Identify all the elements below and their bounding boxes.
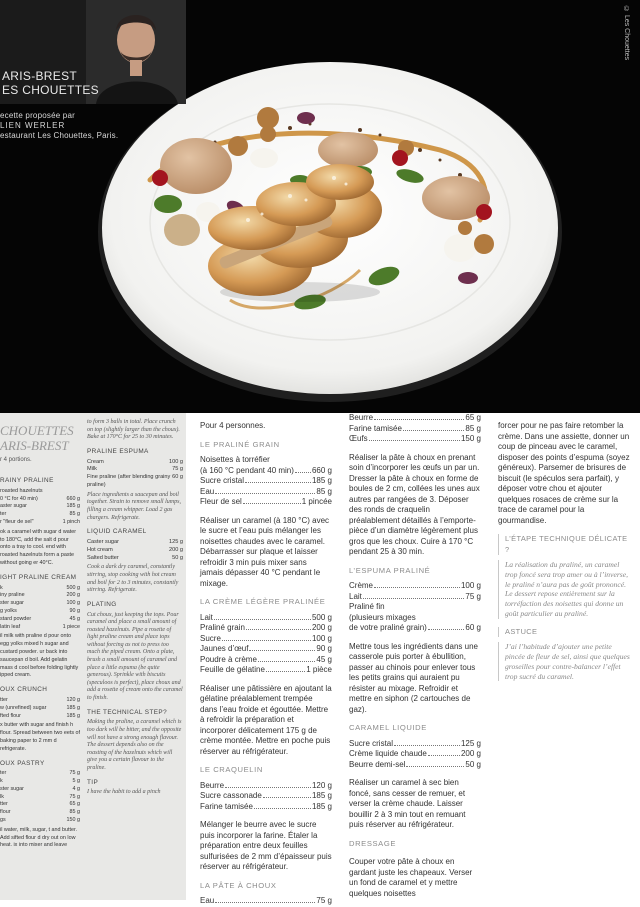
body-text: ok a caramel with sugar d water to 180°C, add the salt d pour onto a tray to cool. end with roasted hazelnuts form a paste without going er 40°C. [0,528,77,566]
ingredient-name: Œufs [349,434,368,443]
english-title-line-2: ARIS-BREST [0,438,69,453]
ingredient-quantity: 200 g [460,749,481,758]
dot-leader [225,787,311,788]
recipe-title-line-2: ES CHOUETTES [2,83,99,97]
ingredient-quantity: 60 g [465,623,481,632]
instruction-paragraph: Couper votre pâte à choux en gardant juste les chapeaux. Verser un fond de caramel et y mettre quelques noisettes [349,857,473,898]
instruction-paragraph: Pour 4 personnes. [200,421,266,430]
ingredient-quantity: 185 g [311,791,332,800]
ingredient-quantity: 125 g [169,538,183,545]
dot-leader [222,640,311,641]
dot-leader [245,482,311,483]
instruction-text: Cook a dark dry caramel, constantly stirring, stop cooking with hot cream and boil for 2 to 3 minutes, constantly stirring. Refrigerate. [87,564,179,594]
ingredient-row [200,802,332,813]
ingredient-name: Sucre cristal [349,738,394,748]
section-heading: L’ESPUMA PRALINÉ [349,565,431,575]
ingredient-quantity: 85 g [316,486,332,496]
section-heading: OUX CRUNCH [0,686,48,694]
ingredient-row [200,634,332,645]
dot-leader [428,755,460,756]
ingredient-quantity: 500 g [311,612,332,622]
section-heading: RAINY PRALINE [0,477,54,484]
ingredient-name: Poudre à crème [200,654,257,664]
ingredient-quantity: 200 g [66,592,80,599]
ingredient-quantity: 75 g [172,466,183,473]
dot-leader [254,808,311,809]
english-title-line-1: CHOUETTES [0,423,74,438]
ingredient-name: k [0,584,3,591]
restaurant-name: estaurant Les Chouettes, Paris. [0,131,119,140]
instruction-paragraph: Réaliser un caramel (à 180 °C) avec le sucre et l’eau puis mélanger les noisettes chaudes avec le caramel. Débarrasser sur plaque et laisser refroidir 3 min puis mixer sans jamais dépasser 40 °C pendant le mixage. [200,515,330,588]
ingredient-quantity: 120 g [311,780,332,790]
ingredient-name: de votre praliné grain) [349,623,427,632]
ingredient-name: r "fleur de sel" [0,518,34,525]
ingredient-name: flour [0,809,11,816]
ingredient-quantity: 75 g [316,896,332,905]
ingredient-name: gs [0,817,6,824]
dot-leader [394,745,460,746]
instruction-paragraph: Réaliser une pâtissière en ajoutant la gélatine préalablement trempée dans l’eau froide et égouttée. Mettre à refroidir la préparation et incorporer délicatement 175 g de crème montée. Mettre en poche puis réserver au réfrigérateur. [200,683,332,756]
ingredient-name: Caster sugar [87,538,120,545]
ingredient-row [200,791,332,802]
ingredient-row [200,781,332,792]
ingredient-name: fted flour [0,712,21,719]
ingredient-quantity: 185 g [66,503,80,510]
ingredient-quantity: 185 g [66,712,80,719]
ingredient-quantity: 60 g [172,474,183,481]
ingredient-row [0,608,80,616]
ingredient-name: tter [0,801,8,808]
body-text: x butter with sugar and finish h flour. Spread between two eets of baking paper to 2 mm d refrigerate. [0,722,81,752]
dot-leader [374,419,464,420]
english-column-a [0,471,80,853]
ingredient-row [200,476,332,487]
dot-leader [249,650,315,651]
section-heading: DRESSAGE [349,838,396,848]
english-recipe-panel [0,413,186,900]
instruction-paragraph: Mélanger le beurre avec le sucre puis incorporer la farine. Étaler la préparation entre deux feuilles sulfurisées de 2 mm d’épaisseur puis réserver au réfrigérateur. [200,820,332,871]
ingredient-name: Cream [87,458,104,465]
ingredient-name: Feuille de gélatine [200,665,265,674]
dish-photo [0,0,640,413]
ingredient-quantity: 45 g [69,615,80,622]
ingredient-row [200,896,332,907]
ingredient-name: Farine tamisée [349,423,402,433]
dot-leader [246,629,311,630]
ingredient-row [0,817,80,825]
ingredient-row [349,424,481,435]
english-portions: r 4 portions. [0,457,32,463]
ingredient-quantity: 185 g [66,704,80,711]
dot-leader [406,766,464,767]
sidebar-heading: ASTUCE [498,627,632,638]
english-column-b [87,417,183,800]
dot-leader [214,619,311,620]
dot-leader [374,587,460,588]
ingredient-name: Salted butter [87,554,119,561]
ingredient-quantity: 85 g [465,423,481,433]
ingredient-row [0,697,80,705]
section-heading: OUX PASTRY [0,759,45,767]
ingredient-name: ster sugar [0,785,24,792]
instruction-text: I have the habit to add a pinch [87,789,161,796]
ingredient-quantity: 660 g [66,495,80,502]
ingredient-quantity: 150 g [460,434,481,443]
ingredient-quantity: 75 g [69,793,80,800]
ingredient-name: ter [0,511,7,518]
ingredient-row [200,466,332,477]
section-heading: LE PRALINÉ GRAIN [200,439,280,449]
recipe-title-line-1: ARIS-BREST [2,69,78,83]
ingredient-quantity: 90 g [316,644,332,653]
ingredient-name: tter [0,696,8,703]
sidebar-text: J’ai l’habitude d’ajouter une petite pincée de fleur de sel, ainsi que quelques groseilles pour contre-balancer l’effet trop sucré du caramel. [498,642,632,681]
instruction-paragraph: Réaliser un caramel à sec bien foncé, sans cesser de remuer, et verser la crème chaude. Laisser bouillir 2 à 3 min tout en remuant puis réserver au réfrigérateur. [349,778,466,829]
ingredient-name: stard powder [0,615,32,622]
sidebar-heading: L’ÉTAPE TECHNIQUE DÉLICATE ? [498,534,632,555]
ingredient-name: latin leaf [0,623,21,630]
ingredient-quantity: 90 g [69,607,80,614]
french-column-2 [349,413,481,905]
ingredient-row [0,592,80,600]
ingredient-name: Lait [349,591,362,601]
instruction-text: Making the praline, a caramel which is too dark will be bitter, and the opposite will not have a strong enough flavour. The dessert depends also on the roasting of the hazelnuts which will give you a certain flavour to the praline. [87,719,182,771]
section-heading: IGHT PRALINE CREAM [0,573,77,581]
ingredient-name: k [0,778,3,785]
ingredient-quantity: 120 g [66,696,80,703]
ingredient-row [349,592,481,603]
section-heading: CARAMEL LIQUIDE [349,723,427,732]
section-heading: TIP [87,778,99,786]
instruction-text: Cut choux, just keeping the tops. Pour caramel and place a small amount of roasted hazelnuts. Pipe a rosette of light praline cream and place tops without forcing as not to press too much the piped cream. Onto a plate, brush a small amount of caramel and place a little espuma (be quite generous). Sprinkle with biscuits (speculoos is perfect), place choux and add a rosette of cream onto the caramel to finish. [87,611,183,702]
body-text: Noisettes à torréfier [200,455,270,464]
ingredient-row [349,749,481,760]
ingredient-row [349,434,481,445]
body-text: il water, milk, sugar, t and butter. Add sifted flour d dry out on low heat. ix into mixer and leave [0,826,78,849]
instruction-paragraph: Réaliser la pâte à choux en prenant soin d’incorporer les œufs un par un. Dresser la pâte à choux en forme de boules de 2 cm, collées les unes aux autres par rangées de 3. Déposer des ronds de craquelin préalablement détaillés à l’emporte-pièce d’un diamètre légèrement plus gros que les choux. Cuire à 170 °C pendant 25 à 30 min. [349,452,480,556]
plated-paris-brest-illustration [0,0,640,413]
dot-leader [263,797,311,798]
ingredient-row [87,539,183,547]
ingredient-quantity: 185 g [311,476,332,485]
ingredient-quantity: 660 g [311,465,332,475]
ingredient-name: Crème liquide chaude [349,749,427,758]
ingredient-row [87,459,183,467]
ingredient-row [0,705,80,713]
ingredient-quantity: 50 g [465,759,481,769]
section-heading: LE CRAQUELIN [200,765,263,774]
ingredient-name: Fine praline (after blending grainy praline) [87,474,171,488]
ingredient-name: Beurre [200,780,225,790]
ingredient-quantity: 500 g [66,584,80,591]
ingredient-row [0,519,80,527]
instruction-paragraph: Mettre tous les ingrédients dans une casserole puis porter à ébullition, passer au chinois pour enlever tous les petits grains qui auraient pu résister au mixage. Refroidir et mettre en siphon (2 cartouches de gaz). [349,641,478,714]
ingredient-quantity: 50 g [172,554,183,561]
section-heading: PRALINE ESPUMA [87,447,149,455]
ingredient-row [0,801,80,809]
ingredient-row [0,770,80,778]
ingredient-row [87,474,183,490]
ingredient-row [0,616,80,624]
dot-leader [266,671,305,672]
ingredient-row [349,739,481,750]
ingredient-quantity: 1 pincée [301,497,332,506]
dot-leader [243,503,301,504]
dot-leader [403,430,465,431]
ingredient-row [349,581,481,592]
ingredient-name: Eau [200,486,215,496]
ingredient-row [87,555,183,563]
ingredient-row [87,466,183,474]
ingredient-quantity: 1 piece [62,623,80,630]
ingredient-name: ter [0,770,7,777]
dot-leader [258,661,316,662]
ingredient-row [0,503,80,511]
ingredient-name: Jaunes d’œuf [200,644,249,653]
ingredient-quantity: 125 g [460,738,481,748]
ingredient-row [0,794,80,802]
body-text: il milk with praline d pour onto egg yolks mixed h sugar and custard powder. ur back into saucepan d boil. Add gelatin mass d cool before folding lightly ipped cream. [0,633,79,679]
ingredient-quantity: 100 g [460,581,481,590]
body-text: (plusieurs mixages [349,612,416,622]
ingredient-name: Sucre cristal [200,476,245,485]
section-heading: PLATING [87,600,117,608]
ingredient-name: aster sugar [0,503,27,510]
dot-leader [215,493,315,494]
ingredient-row [200,623,332,634]
ingredient-name: Praliné grain [200,623,245,632]
instruction-text: to form 3 balls in total. Place crunch on top (slightly larger than the choux). Bake at 170°C for 25 to 30 minutes. [87,419,180,441]
ingredient-row [200,497,332,508]
ingredient-quantity: 75 g [69,770,80,777]
ingredient-name: Lait [200,612,213,622]
ingredient-name: w (unrefined) sugar [0,704,47,711]
ingredient-row [200,644,332,655]
ingredient-quantity: 85 g [69,511,80,518]
ingredient-quantity: 185 g [311,801,332,811]
ingredient-row [0,786,80,794]
ingredient-quantity: 85 g [69,809,80,816]
ingredient-name: (à 160 °C pendant 40 min) [200,465,294,475]
ingredient-name: roasted hazelnuts [0,487,43,494]
ingredient-row [349,760,481,771]
ingredient-row [200,665,332,676]
ingredient-quantity: 200 g [169,546,183,553]
ingredient-quantity: 1 pinch [62,518,80,525]
ingredient-quantity: 200 g [311,623,332,632]
dot-leader [295,472,311,473]
section-heading: LA PÂTE À CHOUX [200,880,277,890]
ingredient-quantity: 1 pièce [306,665,332,674]
ingredient-name: Farine tamisée [200,801,253,811]
ingredient-row [0,809,80,817]
recipe-credit-intro: ecette proposée par [0,111,75,120]
ingredient-name: Sucre cassonade [200,791,262,800]
ingredient-quantity: 65 g [465,413,481,422]
ingredient-row [349,413,481,424]
ingredient-quantity: 75 g [465,591,481,601]
chef-name: LIEN WERLER [0,121,66,130]
ingredient-row [0,624,80,632]
ingredient-quantity: 45 g [316,654,332,664]
ingredient-name: Hot cream [87,546,113,553]
section-heading: THE TECHNICAL STEP? [87,708,168,716]
ingredient-name: lk [0,793,4,800]
ingredient-row [87,547,183,555]
ingredient-name: Crème [349,581,374,590]
ingredient-name: Beurre [349,413,374,422]
ingredient-quantity: 100 g [66,600,80,607]
dot-leader [363,598,465,599]
dot-leader [428,629,465,630]
ingredient-quantity: 4 g [72,785,80,792]
ingredient-row [0,496,80,504]
ingredient-name: Beurre demi-sel [349,759,406,769]
ingredient-row [0,713,80,721]
ingredient-row [200,487,332,498]
ingredient-name: g yolks [0,607,17,614]
ingredient-quantity: 5 g [72,778,80,785]
french-column-3 [498,413,632,681]
ingredient-quantity: 100 g [311,633,332,643]
body-text: Praliné fin [349,602,385,611]
sidebar-text: La réalisation du praliné, un caramel trop foncé sera trop amer ou à l’inverse, le praliné n’aura pas de goût prononcé. Le dessert repose entièrement sur la torréfaction des noisettes qui donne un goût particulier au praliné. [498,560,632,619]
ingredient-row [200,655,332,666]
dot-leader [215,902,315,903]
ingredient-row [0,511,80,519]
ingredient-quantity: 100 g [169,458,183,465]
ingredient-quantity: 65 g [69,801,80,808]
section-heading: LIQUID CARAMEL [87,528,147,536]
section-heading: LA CRÈME LÉGÈRE PRALINÉE [200,597,326,606]
ingredient-name: Fleur de sel [200,497,242,506]
ingredient-quantity: 150 g [66,817,80,824]
ingredient-name: Sucre [200,633,221,643]
ingredient-name: iny praline [0,592,25,599]
ingredient-row [0,600,80,608]
ingredient-row [0,585,80,593]
french-column-1 [200,413,332,907]
ingredient-row [200,613,332,624]
dot-leader [369,440,460,441]
ingredient-name: ster sugar [0,600,24,607]
photo-credit: © Les Chouettes [623,6,630,61]
instruction-text: Place ingredients a saucepan and boil together. Strain to remove small lumps, filling a cream whipper. Load 2 gas chargers. Refrigerate. [87,491,181,521]
ingredient-name: Eau [200,896,215,905]
ingredient-name: Milk [87,466,97,473]
ingredient-name: 0 °C for 40 min) [0,495,38,502]
instruction-paragraph: forcer pour ne pas faire retomber la crème. Dans une assiette, donner un coup de pinceau avec le caramel, disposer des points d’espuma (soyez généreux). Parsemer de brisures de biscuit (le spéculos sera parfait), y déposer votre chou et ajouter quelques rosaces de crème sur la trace de caramel pour la gourmandise. [498,421,630,525]
ingredient-row [0,778,80,786]
ingredient-row [0,488,80,496]
ingredient-row [349,623,481,634]
